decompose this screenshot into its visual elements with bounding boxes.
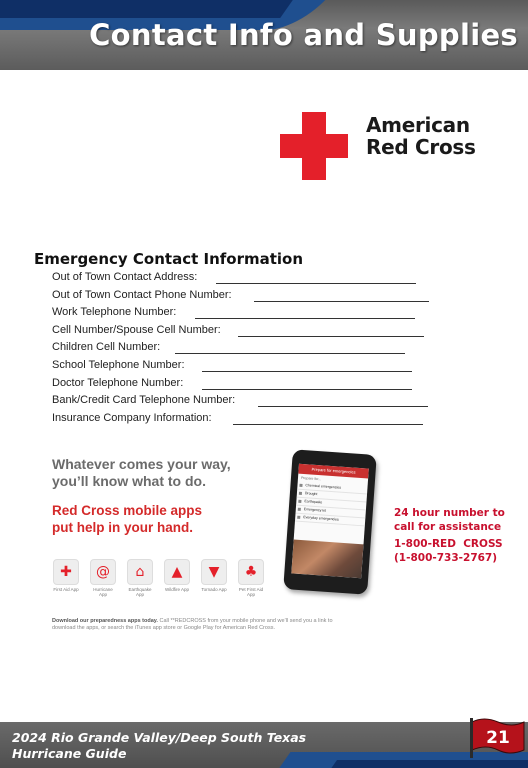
app-label: Tornado App — [201, 587, 227, 592]
ad-tagline — [52, 456, 231, 490]
ad-tagline-line-1: Whatever comes your way, — [52, 456, 231, 472]
field-label: Cell Number/Spouse Cell Number: — [52, 323, 221, 336]
house-icon: ⌂ — [127, 559, 153, 585]
phone-screen-row: Emergency kit — [296, 506, 366, 519]
app-hurricane[interactable] — [89, 559, 117, 597]
page-header — [0, 0, 528, 70]
emergency-contact-form — [52, 271, 452, 429]
field-children-cell — [52, 341, 452, 359]
bandage-icon: ✚ — [53, 559, 79, 585]
phone-mockup — [283, 449, 377, 595]
pet-icon: ♣ — [238, 559, 264, 585]
field-label: Out of Town Contact Address: — [52, 271, 198, 283]
hotline-line-1: 24 hour number to — [394, 507, 505, 519]
field-label: Children Cell Number: — [52, 341, 161, 354]
phone-screen — [291, 464, 369, 579]
hotline-info — [394, 506, 505, 565]
app-tornado[interactable] — [200, 559, 228, 592]
fill-in-line[interactable] — [195, 318, 415, 319]
logo-wordmark — [366, 114, 476, 158]
field-label: School Telephone Number: — [52, 358, 185, 371]
hurricane-icon: @ — [90, 559, 116, 585]
header-dark-sweep — [0, 0, 300, 18]
logo-line-2: Red Cross — [366, 135, 476, 159]
fill-in-line[interactable] — [233, 424, 423, 425]
field-work-phone — [52, 306, 452, 324]
field-insurance — [52, 412, 452, 430]
fill-in-line[interactable] — [254, 301, 429, 302]
phone-screen-photo — [291, 540, 363, 579]
app-earthquake[interactable] — [126, 559, 154, 597]
fill-in-line[interactable] — [202, 371, 412, 372]
field-school-phone — [52, 359, 452, 377]
ad-tagline-line-2: you’ll know what to do. — [52, 473, 206, 489]
field-cell-spouse — [52, 324, 452, 342]
footer-line-2: Hurricane Guide — [12, 746, 127, 761]
ad-headline-line-1: Red Cross mobile apps — [52, 503, 203, 518]
fill-in-line[interactable] — [202, 389, 412, 390]
page-title: Contact Info and Supplies — [89, 18, 518, 52]
page-footer — [0, 722, 528, 768]
red-cross-icon-bar — [280, 134, 348, 158]
app-label: Pet First Aid App — [238, 587, 264, 597]
phone-screen-row: Everyday emergencies — [295, 514, 365, 527]
phone-screen-title: Prepare for emergencies — [298, 464, 369, 479]
field-out-of-town-phone — [52, 289, 452, 307]
app-label: First Aid App — [53, 587, 79, 592]
app-first-aid[interactable] — [52, 559, 80, 592]
field-out-of-town-address — [52, 271, 452, 289]
app-pet-first-aid[interactable] — [237, 559, 265, 597]
ad-headline-line-2: put help in your hand. — [52, 520, 193, 535]
field-label: Out of Town Contact Phone Number: — [52, 288, 232, 301]
ad-fine-print-text: Call **REDCROSS from your mobile phone and we’ll send you a link to download the apps, or search the iTunes app store or Google Play for American Red Cross. — [52, 618, 333, 631]
field-label: Insurance Company Information: — [52, 411, 212, 424]
fill-in-line[interactable] — [238, 336, 424, 337]
emergency-contact-heading: Emergency Contact Information — [34, 250, 304, 268]
field-doctor-phone — [52, 377, 452, 395]
phone-screen-row: Earthquake — [296, 498, 366, 511]
page-number: 21 — [486, 728, 510, 748]
field-label: Work Telephone Number: — [52, 306, 177, 319]
hotline-number[interactable]: 1-800-RED CROSS — [394, 538, 503, 550]
hotline-line-2: call for assistance — [394, 521, 502, 533]
fill-in-line[interactable] — [175, 353, 405, 354]
american-red-cross-logo — [280, 112, 500, 182]
app-wildfire[interactable] — [163, 559, 191, 592]
footer-guide-title — [12, 730, 306, 762]
logo-line-1: American — [366, 113, 470, 137]
app-label: Wildfire App — [164, 587, 189, 592]
field-label: Bank/Credit Card Telephone Number: — [52, 394, 236, 407]
ad-fine-print-bold: Download our preparedness apps today. — [52, 618, 158, 624]
fire-icon: ▲ — [164, 559, 190, 585]
field-label: Doctor Telephone Number: — [52, 376, 184, 389]
footer-dark-sweep — [323, 760, 528, 768]
app-label: Hurricane App — [93, 587, 113, 597]
ad-fine-print — [52, 618, 352, 632]
phone-screen-row: Chemical emergencies — [297, 482, 367, 495]
ad-headline — [52, 502, 202, 536]
footer-line-1: 2024 Rio Grande Valley/Deep South Texas — [12, 730, 307, 745]
app-label: Earthquake App — [128, 587, 152, 597]
phone-screen-subtitle: Prepare for... — [300, 475, 322, 482]
hotline-number-digits[interactable]: (1-800-733-2767) — [394, 552, 498, 564]
phone-screen-row: Drought — [297, 490, 367, 503]
fill-in-line[interactable] — [216, 283, 416, 284]
field-bank-phone — [52, 394, 452, 412]
fill-in-line[interactable] — [258, 406, 428, 407]
tornado-icon: ▼ — [201, 559, 227, 585]
